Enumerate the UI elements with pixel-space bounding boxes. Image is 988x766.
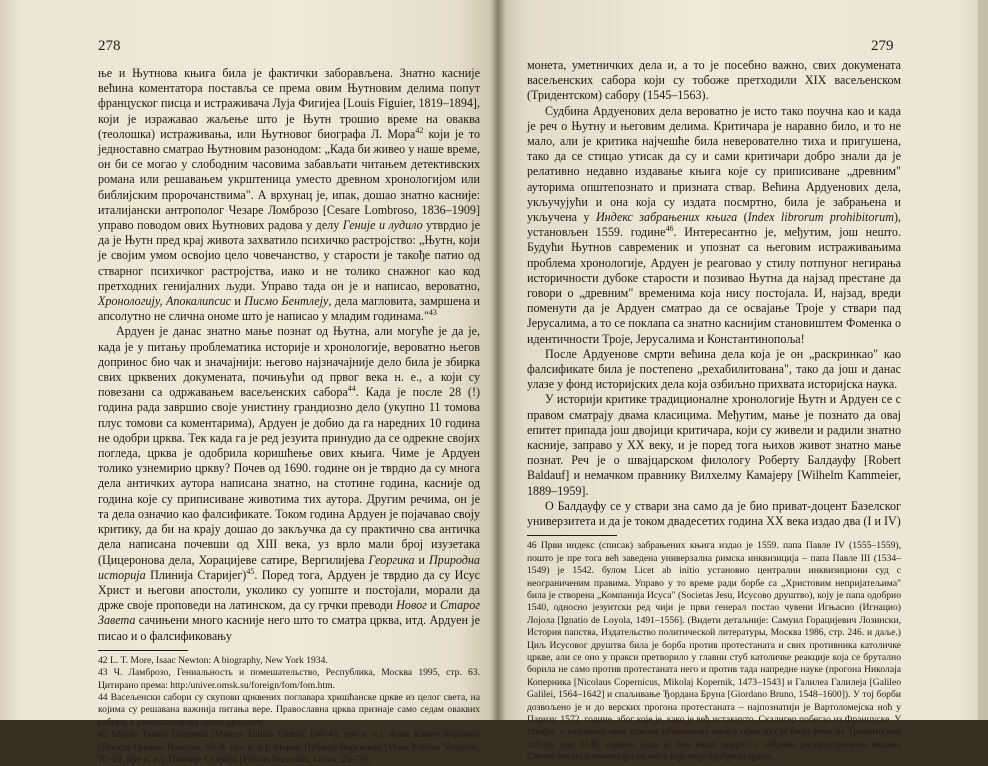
footnote: 46 Први индекс (списак) забрањених књига издао је 1559. папа Павле IV (1555–1559), пошто је пре тога већ заведена универзална римска инквизиција – папа Павле III (1534–1549) је 1542. булом Licet ab initio установио централни инквизициони суд с неограниченим правима. Управо у то време ради борбе са „Христовим непријатељима" била је створена „Компанија Исуса" (Societas Jesu, Исусово друштво), коју је папа одобрио 1540, односно језуитски ред чији је први генерал постао чувени Игњасио (Игнацио) Лојола [Ignatio de Loyola, 1491–1556]. (Видети детаљније: Самуил Горацијевич Лозински, История папства, Издательство политической литературы, Москва 1986, стр. 246. и даље.) Циљ Исусовог друштва била је борба против протестаната и свих противника католичке цркве, али се оно у пракси претворило у главни стуб католичке реакције која се брутално борила не само против протестаната него и против тада напредне науке (прогона Николаја Коперника [Nicolaus Copernicus, Mikolaj Kopernik, 1473–1543] и Галилеа Галилеја [Galileo Galilei, 1564–1642] и спаљивање Ђордана Бруна [Giordano Bruno, 1548–1600]). У тој борби дозвољено је и до верских прогона протестаната – најпознатији је Вартоломејска ноћ у Паризу, 1572. године, због које је, како је већ истакнуто, Скалигер побегао из Француске. У ствари, о издавању овог списка забрањених књига први пут је било речи на Тридентском сабору још 1546. године, када је био издат декрет о забрани распространења издања Светог писма и коментара на њега које није одобрила црква.: [527, 540, 901, 763]
page-number: 278: [98, 38, 121, 54]
paragraph: монета, уметничких дела и, а то је посебно важно, свих докумената васељенских сабора који су тобоже претходили XIX васељенском (Тридентском) сабору (1545–1563).: [527, 58, 901, 103]
footnote: 42 L. T. More, Isaac Newton: A biography, New York 1934.: [98, 654, 328, 666]
footnote-rule: [98, 650, 188, 651]
footnote: 43 Ч. Ламброзо, Гениальность и помешательство, Республика, Москва 1995, стр. 63. Цитирано према: http:/univer.omsk.su/foreign/fom/fom.htm.: [98, 667, 480, 691]
paragraph: О Балдауфу се у ствари зна само да је био приват-доцент Базелског универзитета и да је током двадесетих година XX века издао два (I и IV): [527, 498, 901, 529]
right-page: [497, 0, 988, 763]
footnote: 44 Васељенски сабори су скупови црквених поглавара хришћанске цркве из целог света, на којима су решавана важнија питања вере. Православна црква признаје само седам оваквих сабора, а римокатоличка преко двадесет.: [98, 691, 480, 728]
page-number: 279: [871, 38, 894, 54]
paragraph: Судбина Ардуенових дела вероватно је исто тако поучна као и када је реч о Њутну и његовим делима. Критичара је наравно било, и то не мало, али је критика најчешће била неверователно тиха и пригушена, тако да се стицао утисак да су и сами критичари добро знали да је релативно недавно издавање књига које су приписиване „древним" ауторима општепознато и призната ствар. Већина Ардуенових дела, укључујући и она која су издата посмртно, била је забрањена и укључена у Индекс забрањених књига (Index librorum prohibitorum), установљен 1559. године$^{46}$. Интересантно је, међутим, још нешто. Будући Њутнов савременик и упознат са његовим истраживањима проблема хронологије, Ардуен је реаговао у стилу потпуног негирања историчности дубоке старости и позивао Њутна да најзад престане да говори о „древним" временима која нису постојала. И, најзад, вреди поменути да је Ардуен сматрао да се освајање Троје у ствари пад Јерусалима, а то се поклапа са знатно каснијим становиштем Фоменка о идентичности Троје, Јерусалима и Константинопоља!: [527, 103, 901, 346]
footnote: 45 Марко Тулије Цицерон [Marcus Tullius Cicero, 106–43. пре н. е.]; Флак Квинт Хорације [Flaccus Quintus Horatius, 65–8. пре н. е.]; Марон Публије Вергилије [Maro Publius Vergilius, 70–19. пре н. е.]; Плиније Старији [Plinius Secundus, Gaius, 23–79].: [98, 729, 480, 765]
paragraph: После Ардуенове смрти већина дела која је он „раскринкао" као фалсификате била је постепено „рехабилитована", тако да још и данас улазе у фонд историјских дела која озбиљно прихвата историјска наука.: [527, 346, 901, 392]
page-edges: [978, 0, 988, 720]
page-body: [527, 58, 901, 764]
page-body: [98, 66, 480, 766]
paragraph: ње и Њутнова књига била је фактички заборављена. Знатно касније већина коментатора поставља се према овим Њутновим делима попут француског писца и истраживача Луја Фигијеа [Louis Figuier, 1819–1894], који је изражавао жаљење што је Њутн трошио време на оваква (теолошка) истраживања, или Њутновог биографа Л. Мора$^{42}$ који је то једноставно сматрао Њутновим разонодом: „Када би живео у наше време, он би се могао у слободним часовима забављати читањем детективских романа или решавањем укрштеница уместо древном хронологијом или библијским пророчанствима". А врхунац је, ипак, дошао знатно касније: италијански антрополог Чезаре Ломброзо [Cesare Lombroso, 1836–1909] управо поводом ових Њутнових радова у делу Геније и лудило утврдио је да је Њутн пред крај живота захватило психичко растројство: „Њутн, који је својим умом освојио цело човечанство, у старости је такође патио од стварног психичког растројства, иако и не толико снажног као код претходних генијалних људи. Управо тада он је и написао, вероватно, Хронологију, Апокалипсис и Писмо Бентлеју, дела магловита, замршена и апсолутно не слична ономе што је написао у младим годинама."$^{43}$: [98, 66, 481, 324]
footnote-rule: [527, 535, 617, 536]
paragraph: У историји критике традиционалне хронологије Њутн и Ардуен се с правом сматрају двама класицима. Међутим, мање је познато да овај епитет припада још двојици критичара, који су живели и радили знатно касније, заправо у XX веку, и је поред тога њихов живот знатно мање познат. Реч је о швајцарском филологу Роберту Балдауфу [Robert Baldauf] и немачком правнику Вилхелму Камајеру [Wilhelm Kammeier, 1889–1959].: [527, 392, 901, 498]
paragraph: Ардуен је данас знатно мање познат од Њутна, али могуће је да је, када је у питању проблематика историје и хронологије, вероватно његов допринос био чак и значајнији: његово најзначајније дело била је збирка свих црквених докумената, почињући од првог века н. е., а који су повезани са одржавањем васељенских сабора$^{44}$. Када је после 28 (!) година рада завршио своје унистину грандиозно дело (укупно 11 томова плус томови са коментарима), Ардуен је добио да га наредних 10 година не одобри црква. Тек када га је ред језуита принудио да се одрекне својих погледа, црква је одобрила коришћење ових књига. Чиме је Ардуен толико узнемирио цркву? Почев од 1690. године он је тврдио да су многа дела античких аутора написана знатно, на стотине година, касније од година које су приписиване животима тих аутора. Другим речима, он је та дела означио као фалсификате. Током година Ардуен је појачавао своју критику, да би на крају дошао до закључка да су практично сва античка дела написана почевши од XIII века, уз врло мали број изузетака (Цицеронова дела, Хорацијеве сатире, Вергилијева Георгика и Природна историја Плинија Старијег)$^{45}$. Поред тога, Ардуен је тврдио да су Исус Христ и његови апостоли, уколико су уопште и постојали, морали да држе своје проповеди на латинском, да су грчки преводи Новог и Старог Завета сачињени много касније него што то сматра црква, итд. Ардуен је писао и о фалсификовању: [98, 324, 481, 643]
